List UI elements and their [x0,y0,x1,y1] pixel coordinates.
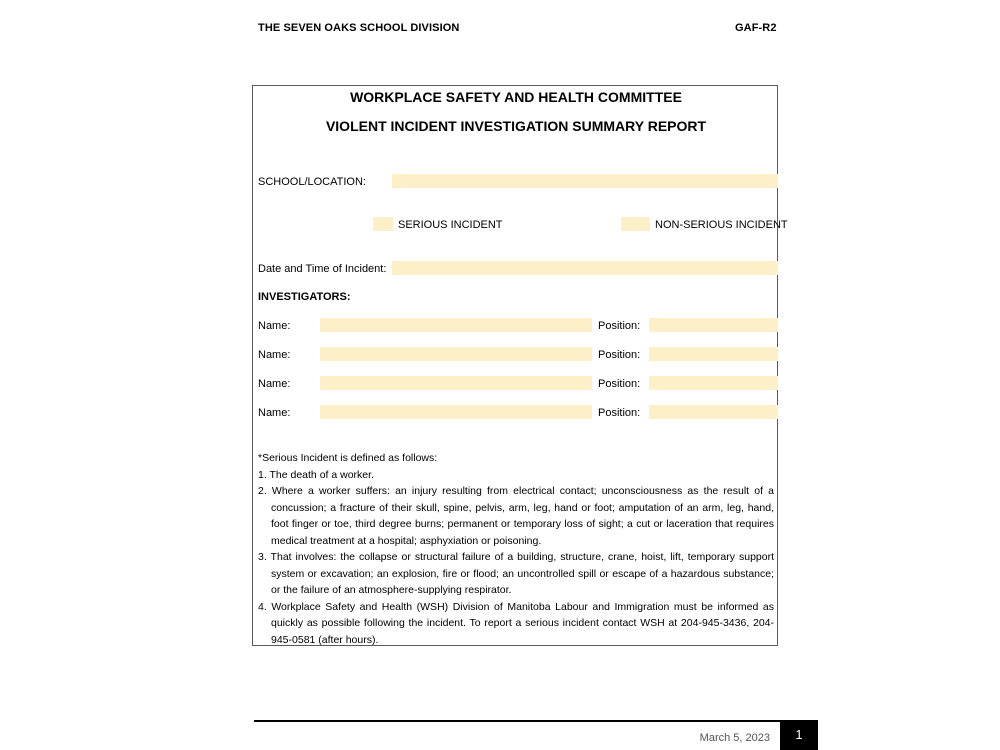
investigator-name-field[interactable] [320,405,592,419]
investigator-position-label: Position: [598,407,641,419]
definition-item: 3. That involves: the collapse or structural failure of a building, structure, crane, hoist, lift, temporary support system or excavation; an explosion, fire or flood; an uncontrolled spill or escape of a hazardous substance; or the failure of an atmosphere-supplying respirator. [258,551,774,596]
investigator-position-label: Position: [598,320,641,332]
footer-date: March 5, 2023 [699,732,770,744]
serious-incident-checkbox[interactable] [373,217,393,231]
investigator-name-label: Name: [258,378,291,390]
investigator-position-field[interactable] [649,347,778,361]
investigator-name-field[interactable] [320,318,592,332]
investigator-position-field[interactable] [649,405,778,419]
page-number: 1 [780,720,818,750]
date-time-label: Date and Time of Incident: [258,263,387,275]
investigator-position-label: Position: [598,349,641,361]
form-subtitle: VIOLENT INCIDENT INVESTIGATION SUMMARY REPORT [325,118,707,134]
investigator-name-label: Name: [258,407,291,419]
serious-incident-label: SERIOUS INCIDENT [398,219,503,231]
definition-item: 2. Where a worker suffers: an injury resulting from electrical contact; unconsciousness as the result of a concussion; a fracture of their skull, spine, pelvis, arm, leg, hand or foot; amputation of an arm, leg, hand, foot finger or toe, third degree burns; permanent or temporary loss of sight; a cut or laceration that requires medical treatment at a hospital; asphyxiation or poisoning. [258,485,774,547]
investigator-name-label: Name: [258,349,291,361]
school-location-field[interactable] [392,174,778,188]
form-title: WORKPLACE SAFETY AND HEALTH COMMITTEE [350,89,682,105]
school-location-label: SCHOOL/LOCATION: [258,176,366,188]
investigator-position-field[interactable] [649,318,778,332]
definition-intro: *Serious Incident is defined as follows: [258,452,438,464]
investigator-position-label: Position: [598,378,641,390]
date-time-field[interactable] [392,261,778,275]
definition-item: 1. The death of a worker. [258,468,374,481]
serious-incident-definition [258,450,774,648]
footer-rule [254,720,780,722]
investigator-name-field[interactable] [320,376,592,390]
investigator-name-field[interactable] [320,347,592,361]
definition-item: 4. Workplace Safety and Health (WSH) Division of Manitoba Labour and Immigration must be informed as quickly as possible following the incident. To report a serious incident contact WSH at 204-945-3436, 204-945-0581 (after hours). [258,600,774,646]
investigator-name-label: Name: [258,320,291,332]
form-code: GAF-R2 [735,22,777,34]
investigators-heading: INVESTIGATORS: [258,291,351,303]
non-serious-incident-checkbox[interactable] [621,217,650,231]
non-serious-incident-label: NON-SERIOUS INCIDENT [655,219,788,231]
investigator-position-field[interactable] [649,376,778,390]
org-name: THE SEVEN OAKS SCHOOL DIVISION [258,22,460,34]
